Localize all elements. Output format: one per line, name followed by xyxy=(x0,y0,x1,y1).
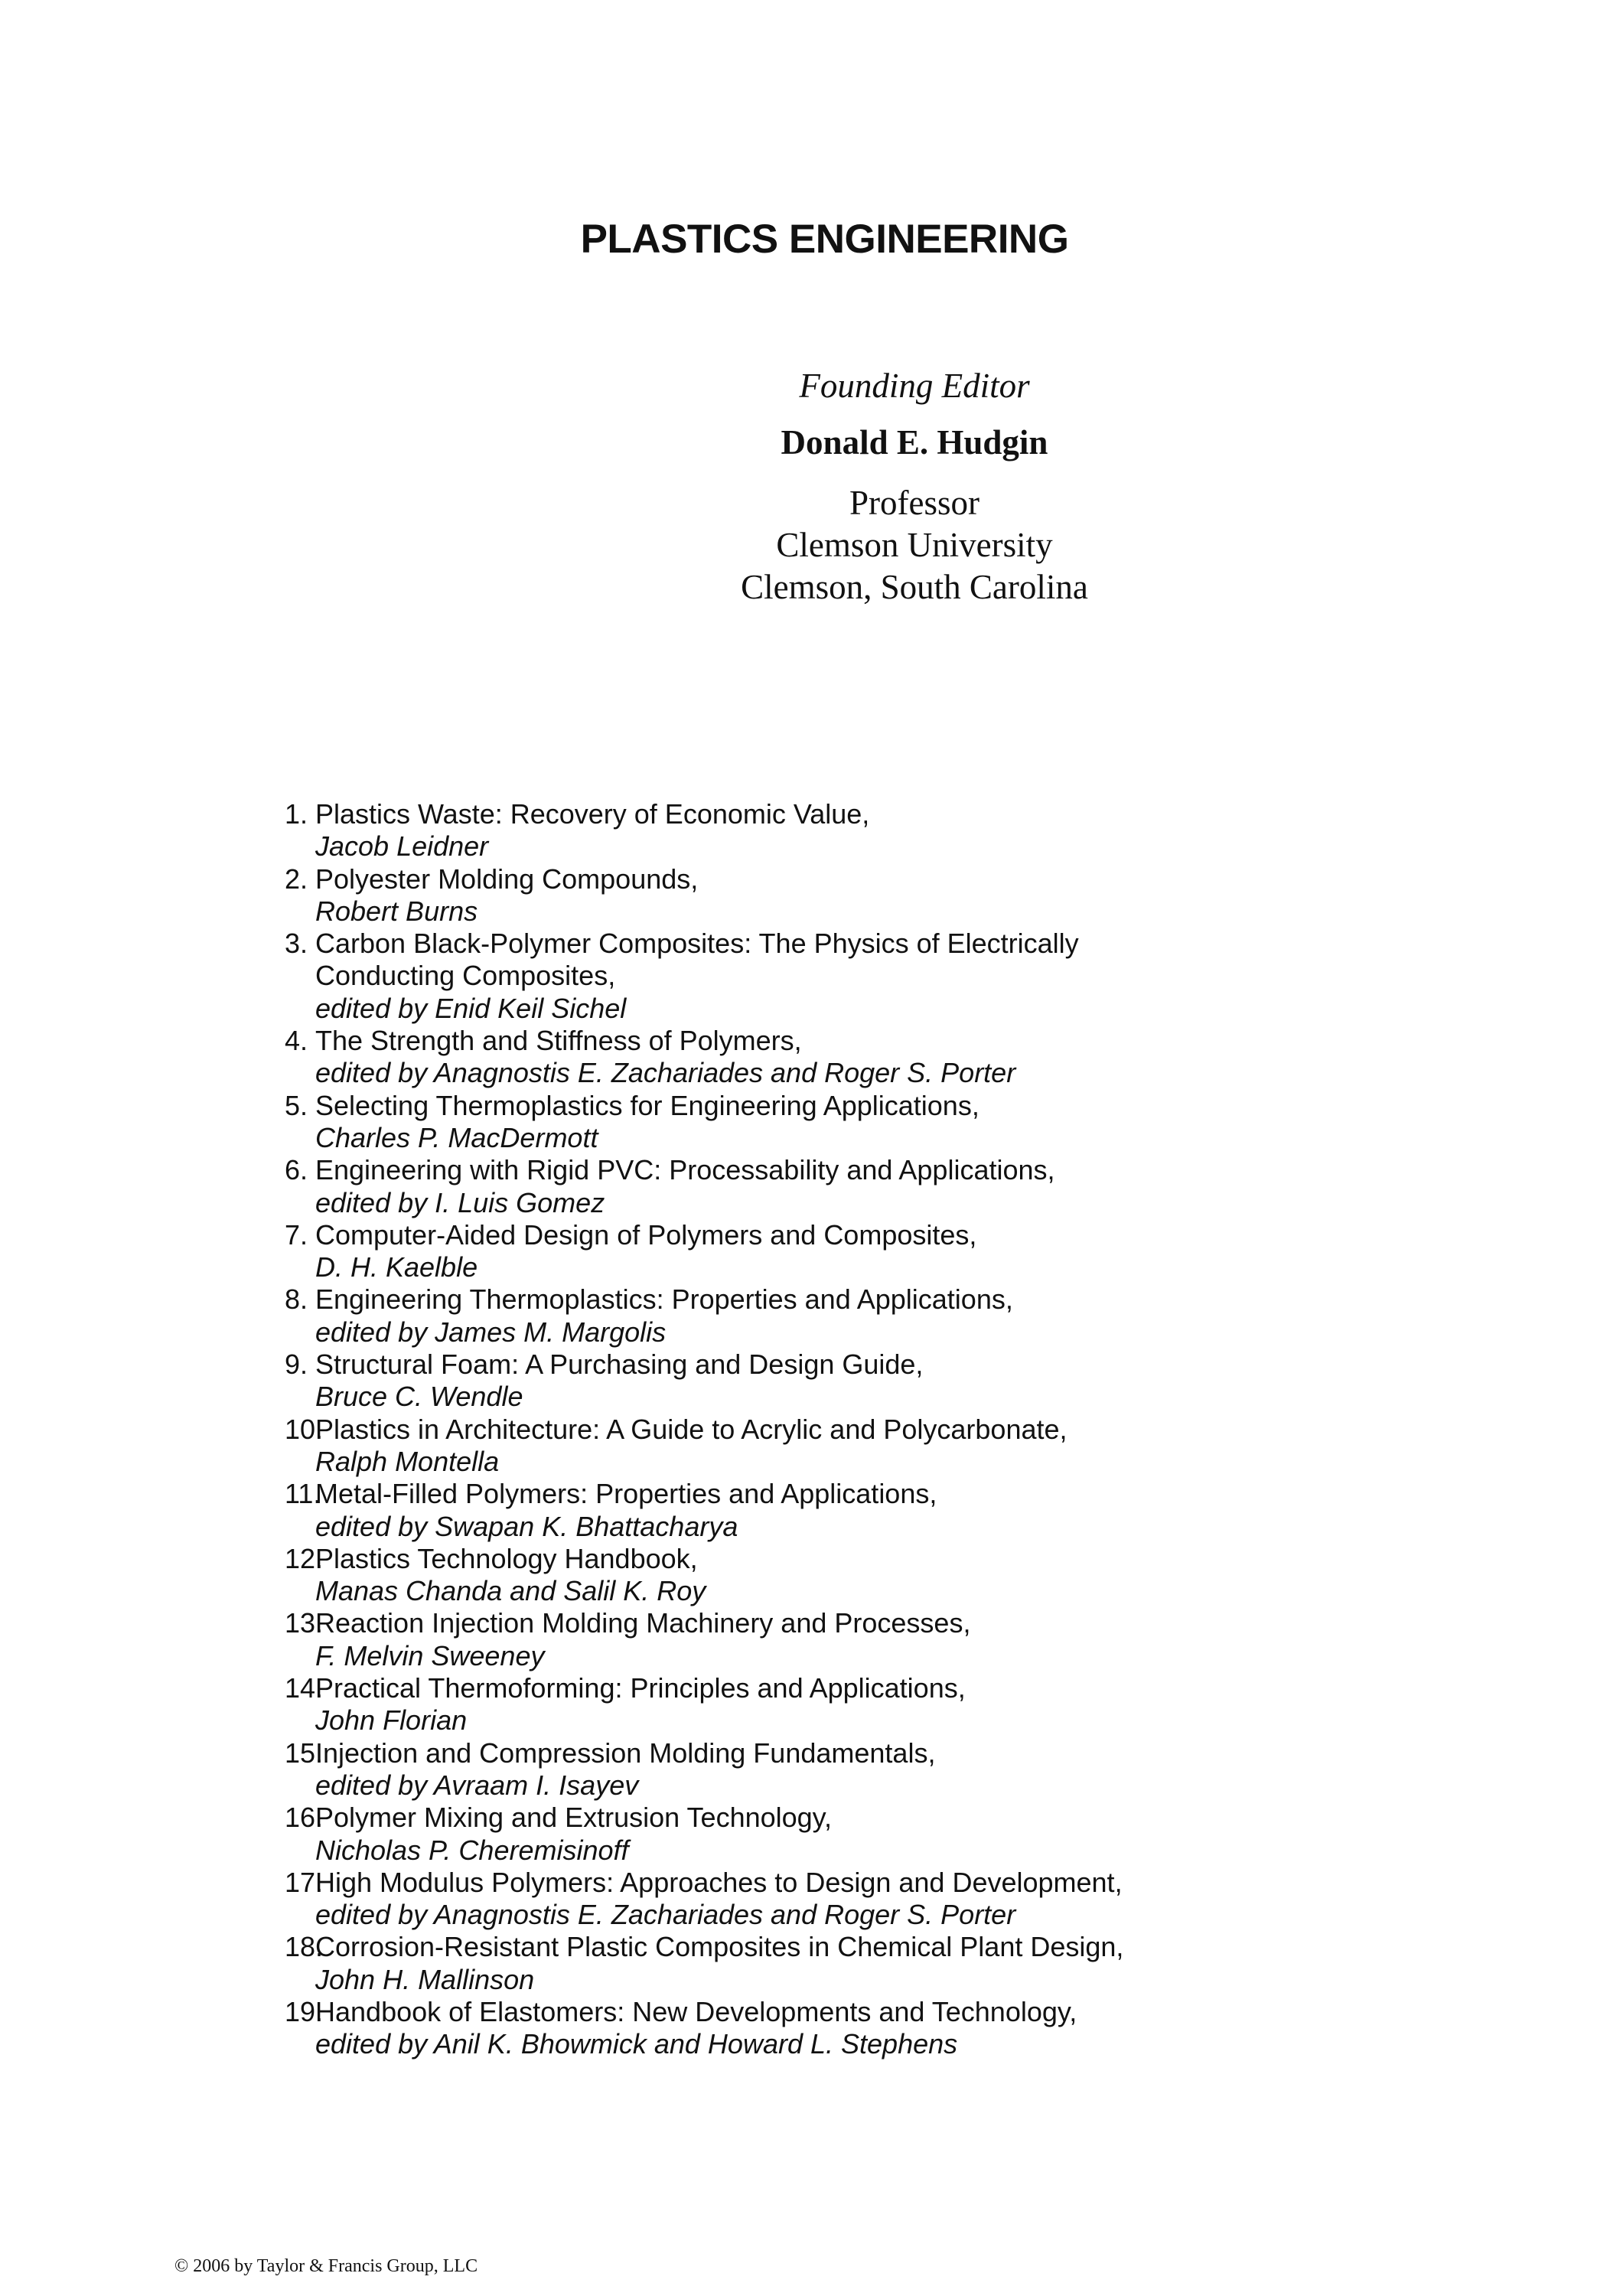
book-number-text: 14. xyxy=(285,1672,324,1704)
founding-editor-block xyxy=(0,361,1607,608)
book-number-text: 4. xyxy=(285,1025,308,1057)
book-entry xyxy=(315,1737,935,1802)
book-number xyxy=(237,1025,315,1057)
book-title: Engineering with Rigid PVC: Processability and Applications, xyxy=(315,1154,1055,1186)
book-number xyxy=(237,1413,324,1446)
editor-name: Donald E. Hudgin xyxy=(781,423,1048,461)
editor-affiliation xyxy=(222,482,1607,608)
book-entry xyxy=(315,1219,976,1284)
book-author: Robert Burns xyxy=(315,895,478,927)
book-entry xyxy=(315,1802,832,1867)
book-title: Computer-Aided Design of Polymers and Composites, xyxy=(315,1218,977,1251)
book-list-item xyxy=(237,1283,1123,1349)
book-author: edited by Avraam I. Isayev xyxy=(315,1769,639,1801)
book-title: Plastics Waste: Recovery of Economic Value, xyxy=(315,798,870,830)
book-number xyxy=(237,1349,315,1381)
book-number-text: 16. xyxy=(285,1802,324,1834)
book-number-text: 17. xyxy=(285,1866,324,1898)
book-author: edited by Enid Keil Sichel xyxy=(315,992,627,1024)
book-author: D. H. Kaelble xyxy=(315,1251,478,1283)
book-entry xyxy=(315,1025,1015,1090)
book-entry xyxy=(315,1607,970,1672)
book-entry xyxy=(315,1283,1013,1349)
book-number-text: 8. xyxy=(285,1283,308,1316)
book-number-text: 13. xyxy=(285,1607,324,1639)
book-author: edited by Anagnostis E. Zachariades and Roger S. Porter xyxy=(315,1057,1016,1089)
book-entry xyxy=(315,1349,923,1414)
book-entry xyxy=(315,1090,980,1155)
book-title: Reaction Injection Molding Machinery and Processes, xyxy=(315,1607,971,1639)
book-title: Corrosion-Resistant Plastic Composites in Chemical Plant Design, xyxy=(315,1931,1124,1963)
book-number-text: 7. xyxy=(285,1218,308,1251)
book-entry xyxy=(315,928,1079,1025)
book-title: Plastics Technology Handbook, xyxy=(315,1542,698,1574)
book-number xyxy=(237,1607,324,1639)
editor-university: Clemson University xyxy=(776,526,1053,564)
book-list-item xyxy=(237,863,1123,928)
book-list-item xyxy=(237,1154,1123,1219)
book-number xyxy=(237,1672,324,1704)
book-entry xyxy=(315,798,869,863)
book-author: John Florian xyxy=(315,1704,468,1737)
book-list-item xyxy=(237,1025,1123,1090)
book-number xyxy=(237,1737,324,1769)
book-title: Selecting Thermoplastics for Engineering Applications, xyxy=(315,1089,980,1121)
editor-location: Clemson, South Carolina xyxy=(741,568,1088,606)
book-author: edited by Swapan K. Bhattacharya xyxy=(315,1510,738,1542)
book-title: High Modulus Polymers: Approaches to Design and Development, xyxy=(315,1866,1123,1898)
book-title: Handbook of Elastomers: New Developments and Technology, xyxy=(315,1995,1077,2027)
book-title: Conducting Composites, xyxy=(315,960,616,992)
book-number-text: 18. xyxy=(285,1931,324,1963)
book-number xyxy=(237,928,315,960)
book-number xyxy=(237,1866,324,1899)
book-number xyxy=(237,1283,315,1316)
book-number-text: 9. xyxy=(285,1349,308,1381)
book-number-text: 3. xyxy=(285,928,308,960)
book-entry xyxy=(315,1672,966,1737)
editor-position: Professor xyxy=(849,484,980,522)
book-number-text: 5. xyxy=(285,1089,308,1121)
book-list-item xyxy=(237,1672,1123,1737)
book-entry xyxy=(315,863,698,928)
book-number xyxy=(237,1995,324,2028)
book-author: edited by James M. Margolis xyxy=(315,1316,667,1348)
book-number xyxy=(237,1802,324,1834)
book-number xyxy=(237,1542,324,1575)
book-list-item xyxy=(237,1931,1123,1996)
book-number-text: 2. xyxy=(285,863,308,895)
book-author: John H. Mallinson xyxy=(315,1963,535,1995)
book-number-text: 12. xyxy=(285,1542,324,1574)
book-number-text: 10. xyxy=(285,1413,324,1445)
founding-editor-label: Founding Editor xyxy=(799,367,1030,405)
book-author: F. Melvin Sweeney xyxy=(315,1639,545,1671)
book-list-item xyxy=(237,1219,1123,1284)
book-list xyxy=(237,798,1123,2061)
book-author: edited by Anil K. Bhowmick and Howard L. Stephens xyxy=(315,2028,958,2060)
book-title: Practical Thermoforming: Principles and Applications, xyxy=(315,1672,966,1704)
book-number-text: 19. xyxy=(285,1995,324,2027)
book-title: Structural Foam: A Purchasing and Design Guide, xyxy=(315,1349,924,1381)
book-list-item xyxy=(237,1349,1123,1414)
book-author: Bruce C. Wendle xyxy=(315,1381,523,1413)
book-author: Charles P. MacDermott xyxy=(315,1121,598,1153)
book-number xyxy=(237,1154,315,1186)
book-author: Jacob Leidner xyxy=(315,830,489,863)
book-title: Carbon Black-Polymer Composites: The Physics of Electrically xyxy=(315,928,1079,960)
book-number-text: 15. xyxy=(285,1737,324,1769)
book-entry xyxy=(315,1996,1077,2061)
book-title: The Strength and Stiffness of Polymers, xyxy=(315,1025,802,1057)
book-author: Manas Chanda and Salil K. Roy xyxy=(315,1575,706,1607)
book-entry xyxy=(315,1154,1055,1219)
book-list-item xyxy=(237,1802,1123,1867)
book-title: Engineering Thermoplastics: Properties and Applications, xyxy=(315,1283,1013,1316)
book-list-item xyxy=(237,1867,1123,1932)
book-list-item xyxy=(237,1737,1123,1802)
book-number xyxy=(237,1478,321,1510)
book-list-item xyxy=(237,1414,1123,1479)
copyright-notice: © 2006 by Taylor & Francis Group, LLC xyxy=(174,2256,478,2276)
book-title: Injection and Compression Molding Fundamentals, xyxy=(315,1737,936,1769)
book-list-item xyxy=(237,928,1123,1025)
book-number-text: 11. xyxy=(285,1478,321,1510)
book-entry xyxy=(315,1414,1068,1479)
book-list-item xyxy=(237,1478,1123,1543)
book-author: edited by I. Luis Gomez xyxy=(315,1186,605,1218)
book-number-text: 6. xyxy=(285,1154,308,1186)
book-list-item xyxy=(237,1543,1123,1608)
book-title: Polymer Mixing and Extrusion Technology, xyxy=(315,1802,832,1834)
book-number xyxy=(237,863,315,895)
book-author: edited by Anagnostis E. Zachariades and Roger S. Porter xyxy=(315,1899,1016,1931)
book-entry xyxy=(315,1478,937,1543)
series-title: PLASTICS ENGINEERING xyxy=(580,217,1069,262)
book-entry xyxy=(315,1931,1123,1996)
book-number-text: 1. xyxy=(285,798,308,830)
book-title: Metal-Filled Polymers: Properties and Applications, xyxy=(315,1478,937,1510)
book-list-item xyxy=(237,1090,1123,1155)
book-author: Ralph Montella xyxy=(315,1445,500,1477)
book-entry xyxy=(315,1543,706,1608)
book-number xyxy=(237,1931,324,1963)
book-number xyxy=(237,798,315,830)
book-list-item xyxy=(237,798,1123,863)
book-list-item xyxy=(237,1607,1123,1672)
book-entry xyxy=(315,1867,1123,1932)
book-list-item xyxy=(237,1996,1123,2061)
book-title: Polyester Molding Compounds, xyxy=(315,863,699,895)
book-title: Plastics in Architecture: A Guide to Acrylic and Polycarbonate, xyxy=(315,1413,1068,1445)
book-number xyxy=(237,1219,315,1251)
book-author: Nicholas P. Cheremisinoff xyxy=(315,1834,629,1866)
book-number xyxy=(237,1090,315,1122)
